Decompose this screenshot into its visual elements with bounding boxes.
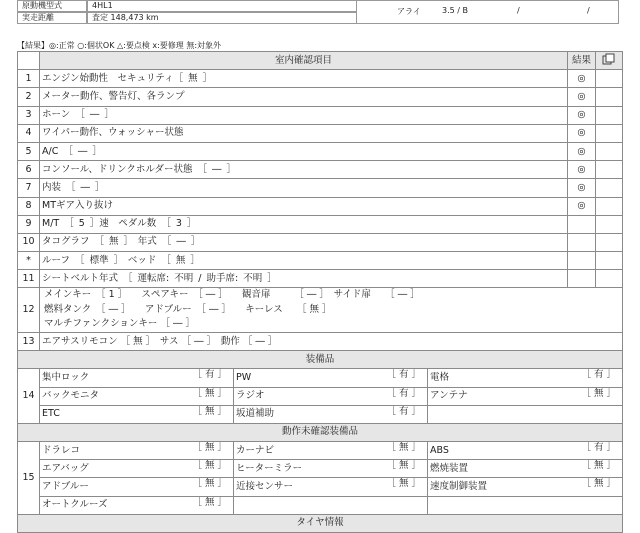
row-note [596,106,623,124]
equip-value: ［ 有 ］ [386,387,421,399]
equip-row [18,405,623,423]
equip-name: ヒーターミラー [236,462,303,474]
equip-cell [234,496,428,514]
row-note [596,215,623,233]
align-label: アライ [397,7,421,16]
equip-cell [428,442,623,460]
header-block [17,0,619,24]
equip-cell [40,442,234,460]
check-row [18,142,623,160]
row-number: 10 [18,233,40,251]
equip-row [18,478,623,496]
equip-cell [234,460,428,478]
equip-value: ［ 有 ］ [192,369,227,381]
row-note [596,161,623,179]
row-note [596,233,623,251]
equip-name: ドラレコ [42,444,81,456]
row-label: 内装 ［ ― ］ [40,179,568,197]
row-label: ルーフ ［ 標準 ］ ベッド ［ 無 ］ [40,252,568,270]
row-label: コンソール、ドリンクホルダー状態 ［ ― ］ [40,161,568,179]
row-result: ◎ [568,179,596,197]
equip-value: ［ 無 ］ [192,442,227,454]
section-title: 動作未確認装備品 [18,423,623,441]
check-row [18,233,623,251]
row-label: MTギア入り抜け [40,197,568,215]
equip-cell [428,478,623,496]
tire-section-title: タイヤ情報 [18,514,623,532]
row-note [596,270,623,288]
equip-cell [40,460,234,478]
row-label: ワイパー動作、ウォッシャー状態 [40,124,568,142]
equip-cell [234,369,428,387]
row-result [568,270,596,288]
row-note [596,142,623,160]
equip-row [18,496,623,514]
row-label: タコグラフ ［ 無 ］ 年式 ［ ― ］ [40,233,568,251]
mileage-label: 実走距離 [17,12,87,24]
equip-name: 燃焼装置 [430,462,469,474]
row-result [568,215,596,233]
row-note [596,179,623,197]
equip-value: ［ 無 ］ [192,460,227,472]
check-row [18,270,623,288]
section-number: 14 [18,369,40,424]
equip-name: 電格 [430,371,450,383]
row-label: ホーン ［ ― ］ [40,106,568,124]
check-row [18,197,623,215]
equip-cell [234,387,428,405]
equip-name: 集中ロック [42,371,90,383]
table-corner [18,52,40,70]
row-result: ◎ [568,197,596,215]
row-result: ◎ [568,142,596,160]
row-number: 11 [18,270,40,288]
row-result [568,252,596,270]
key-info-line: マルチファンクションキー ［ ― ］ [44,318,195,330]
key-info-cell [40,288,623,333]
row-label: メーター動作、警告灯、各ランプ [40,88,568,106]
row-number: 6 [18,161,40,179]
check-row [18,252,623,270]
equip-cell [428,496,623,514]
equip-cell [234,442,428,460]
align-value: 3.5 / B [442,6,468,15]
equip-value: ［ 無 ］ [386,478,421,490]
equip-name: アドブルー [42,481,89,493]
row-result [568,233,596,251]
section-header-row [18,423,623,441]
equip-cell [428,405,623,423]
check-row [18,124,623,142]
equip-value: ［ 有 ］ [581,442,616,454]
row-label: A/C ［ ― ］ [40,142,568,160]
row-number: 3 [18,106,40,124]
row-label: エアサスリモコン ［ 無 ］ サス ［ ― ］ 動作 ［ ― ］ [40,332,623,350]
engine-label: 原動機型式 [17,0,87,12]
section-header-row [18,514,623,532]
equip-cell [234,478,428,496]
check-row [18,70,623,88]
row-number: 5 [18,142,40,160]
key-info-line: メインキー ［ 1 ］ スペアキー ［ ― ］ 観音扉 ［ ― ］ サイド扉 ［ ― ］ [44,289,420,301]
equip-value: ［ 無 ］ [386,442,421,454]
section-number: 15 [18,442,40,515]
equip-value: ［ 無 ］ [192,478,227,490]
equip-value: ［ 無 ］ [581,387,616,399]
align-slash-2: / [587,6,590,15]
row-note [596,124,623,142]
check-table [17,51,623,533]
row-number: 9 [18,215,40,233]
equip-row [18,460,623,478]
equip-cell [40,405,234,423]
row-result: ◎ [568,124,596,142]
check-row [18,179,623,197]
equip-name: ETC [42,408,60,420]
equip-cell [234,405,428,423]
equip-name: アンテナ [430,390,468,402]
equip-cell [428,387,623,405]
equip-cell [428,369,623,387]
row-number: 12 [18,288,40,333]
equip-name: ラジオ [236,390,265,402]
table-title: 室内確認項目 [40,52,568,70]
row-result: ◎ [568,161,596,179]
row-number: * [18,252,40,270]
align-slash-1: / [517,6,520,15]
equip-cell [428,460,623,478]
row-label: シートベルト年式 ［ 運転席: 不明 / 助手席: 不明 ］ [40,270,568,288]
equip-value: ［ 有 ］ [386,405,421,417]
row-note [596,252,623,270]
row-number: 8 [18,197,40,215]
check-row [18,215,623,233]
engine-value: 4HL1 [87,0,357,12]
equip-value: ［ 無 ］ [192,405,227,417]
row-number: 7 [18,179,40,197]
equip-value: ［ 無 ］ [386,460,421,472]
copy-icon[interactable] [596,52,623,70]
equip-name: ABS [430,444,449,456]
check-row [18,288,623,333]
section-header-row [18,351,623,369]
equip-cell [40,387,234,405]
equip-name: オートクルーズ [42,499,108,511]
equip-name: 坂道補助 [236,408,275,420]
row-result: ◎ [568,88,596,106]
row-number: 2 [18,88,40,106]
equip-value: ［ 無 ］ [581,478,616,490]
equip-name: PW [236,371,252,383]
equip-name: 速度制御装置 [430,481,488,493]
row-note [596,88,623,106]
row-note [596,70,623,88]
check-row [18,106,623,124]
row-number: 13 [18,332,40,350]
equip-cell [40,496,234,514]
row-number: 1 [18,70,40,88]
equip-value: ［ 有 ］ [581,369,616,381]
mileage-value: 査定 148,473 km [87,12,357,24]
equip-cell [40,478,234,496]
equip-name: エアバッグ [42,462,89,474]
equip-value: ［ 無 ］ [581,460,616,472]
row-label: エンジン始動性 セキュリティ［ 無 ］ [40,70,568,88]
check-row [18,332,623,350]
equip-value: ［ 無 ］ [192,387,227,399]
equip-name: 近接センサー [236,481,294,493]
row-result: ◎ [568,70,596,88]
equip-row [18,387,623,405]
section-title: 装備品 [18,351,623,369]
equip-value: ［ 無 ］ [192,496,227,508]
legend: 【結果】◎:正常 ○:個状OK △:要点検 x:要修理 無:対象外 [17,41,222,50]
check-row [18,161,623,179]
equip-name: カーナビ [236,444,275,456]
row-number: 4 [18,124,40,142]
row-note [596,197,623,215]
row-result: ◎ [568,106,596,124]
equip-value: ［ 有 ］ [386,369,421,381]
equip-name: バックモニタ [42,390,100,402]
check-row [18,88,623,106]
row-label: M/T ［ 5 ］速 ペダル数 ［ 3 ］ [40,215,568,233]
equip-row [18,369,623,387]
key-info-line: 燃料タンク ［ ― ］ アドブルー ［ ― ］ キーレス ［ 無 ］ [44,303,332,315]
equip-cell [40,369,234,387]
result-header: 結果 [568,52,596,70]
equip-row [18,442,623,460]
